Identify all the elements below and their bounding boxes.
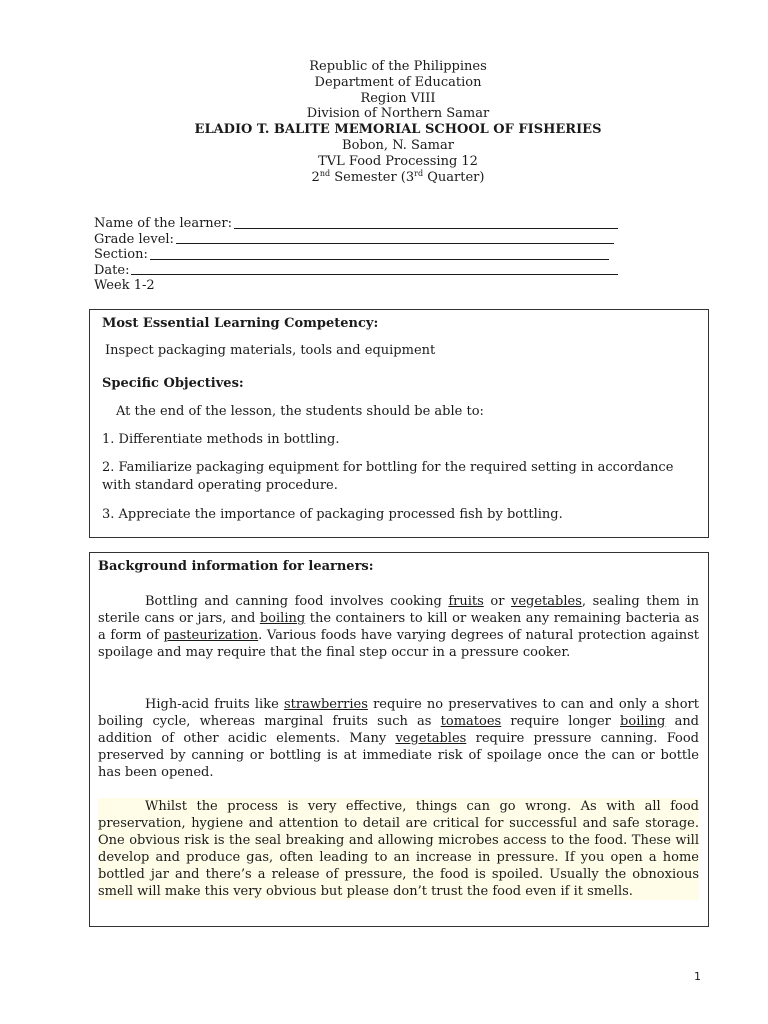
link-strawberries[interactable]: strawberries: [283, 697, 368, 712]
header-republic: Republic of the Philippines: [309, 59, 487, 74]
link-boiling-2[interactable]: boiling: [620, 714, 666, 729]
background-heading: Background information for learners:: [98, 559, 374, 574]
grade-level-line[interactable]: [176, 243, 614, 244]
date-row: [94, 263, 634, 279]
grade-level-row: [94, 232, 634, 248]
grade-level-label: Grade level:: [94, 231, 174, 247]
background-box: [89, 552, 709, 927]
link-pasteurization[interactable]: pasteurization: [163, 628, 259, 643]
p1-text-c: , sealing them in sterile cans or jars, and: [98, 594, 699, 626]
objective-1: 1. Differentiate methods in bottling.: [102, 432, 340, 447]
p1-text-b: or: [483, 594, 511, 609]
background-paragraph-3: Whilst the process is very effective, things can go wrong. As with all food preservation, hygiene and attention to detail are critical for successful and safe storage. One obvious risk is the seal breaking and allowing microbes access to the food. These will develop and produce gas, often leading to an increase in pressure. If you open a home bottled jar and there’s a release of pressure, the food is spoiled. Usually the obnoxious smell will make this very obvious but please don’t trust the food even if it smells.: [98, 799, 699, 899]
date-line[interactable]: [131, 274, 618, 275]
competency-heading: Most Essential Learning Competency:: [102, 316, 379, 331]
quarter-suffix: rd: [414, 168, 424, 178]
section-line[interactable]: [150, 259, 609, 260]
objective-3: 3. Appreciate the importance of packaging processed fish by bottling.: [102, 507, 563, 522]
p1-text-d: the containers to kill or weaken any remaining bacteria as a form of: [98, 611, 699, 643]
learner-name-line[interactable]: [234, 228, 618, 229]
link-vegetables[interactable]: vegetables: [511, 594, 582, 609]
competency-text: Inspect packaging materials, tools and equipment: [105, 343, 436, 358]
p1-text-e: . Various foods have varying degrees of natural protection against spoilage and may require that the final step occur in a pressure cooker.: [98, 628, 699, 660]
objectives-intro: At the end of the lesson, the students should be able to:: [116, 404, 484, 419]
school-name: ELADIO T. BALITE MEMORIAL SCHOOL OF FISHERIES: [194, 122, 602, 138]
header-region: Region VIII: [360, 90, 436, 106]
p2-text-a: High-acid fruits like: [145, 697, 284, 712]
date-label: Date:: [94, 262, 130, 278]
p2-text-b: require no preservatives to can and only a short boiling cycle, whereas marginal fruits such as: [98, 697, 699, 729]
semester-number: 2: [311, 169, 320, 185]
header-subject: TVL Food Processing 12: [318, 153, 478, 169]
background-paragraph-2: [98, 696, 699, 781]
p2-text-c: require longer: [501, 714, 621, 729]
link-boiling[interactable]: boiling: [259, 611, 306, 626]
learner-info-fields: [94, 216, 634, 294]
document-header: [0, 59, 768, 185]
link-vegetables-2[interactable]: vegetables: [395, 731, 467, 746]
background-paragraph-1: [98, 593, 699, 661]
link-tomatoes[interactable]: tomatoes: [440, 714, 502, 729]
learner-name-row: [94, 216, 634, 232]
header-division: Division of Northern Samar: [306, 106, 490, 122]
semester-middle: Semester (3: [330, 169, 415, 185]
learner-name-label: Name of the learner:: [94, 216, 232, 231]
p2-text-d: and addition of other acidic elements. Many: [98, 714, 700, 746]
header-department: Department of Education: [314, 74, 482, 90]
section-row: [94, 247, 634, 263]
semester-suffix: nd: [319, 168, 331, 178]
competency-box: [89, 309, 709, 538]
quarter-end: Quarter): [423, 169, 485, 185]
page-number: 1: [694, 970, 701, 983]
p1-text-a: Bottling and canning food involves cooking: [145, 594, 449, 609]
objective-2: 2. Familiarize packaging equipment for bottling for the required setting in accordance with standard operating procedure.: [102, 460, 674, 493]
objectives-heading: Specific Objectives:: [102, 376, 244, 391]
week-row: [94, 278, 634, 294]
header-address: Bobon, N. Samar: [342, 137, 454, 153]
section-label: Section:: [94, 247, 148, 263]
link-fruits[interactable]: fruits: [448, 594, 484, 609]
p2-text-e: require pressure canning. Food preserved by canning or bottling is at immediate risk of spoilage once the can or bottle has been opened.: [98, 731, 699, 780]
week-label: Week 1-2: [94, 278, 155, 294]
header-semester: [0, 170, 768, 186]
